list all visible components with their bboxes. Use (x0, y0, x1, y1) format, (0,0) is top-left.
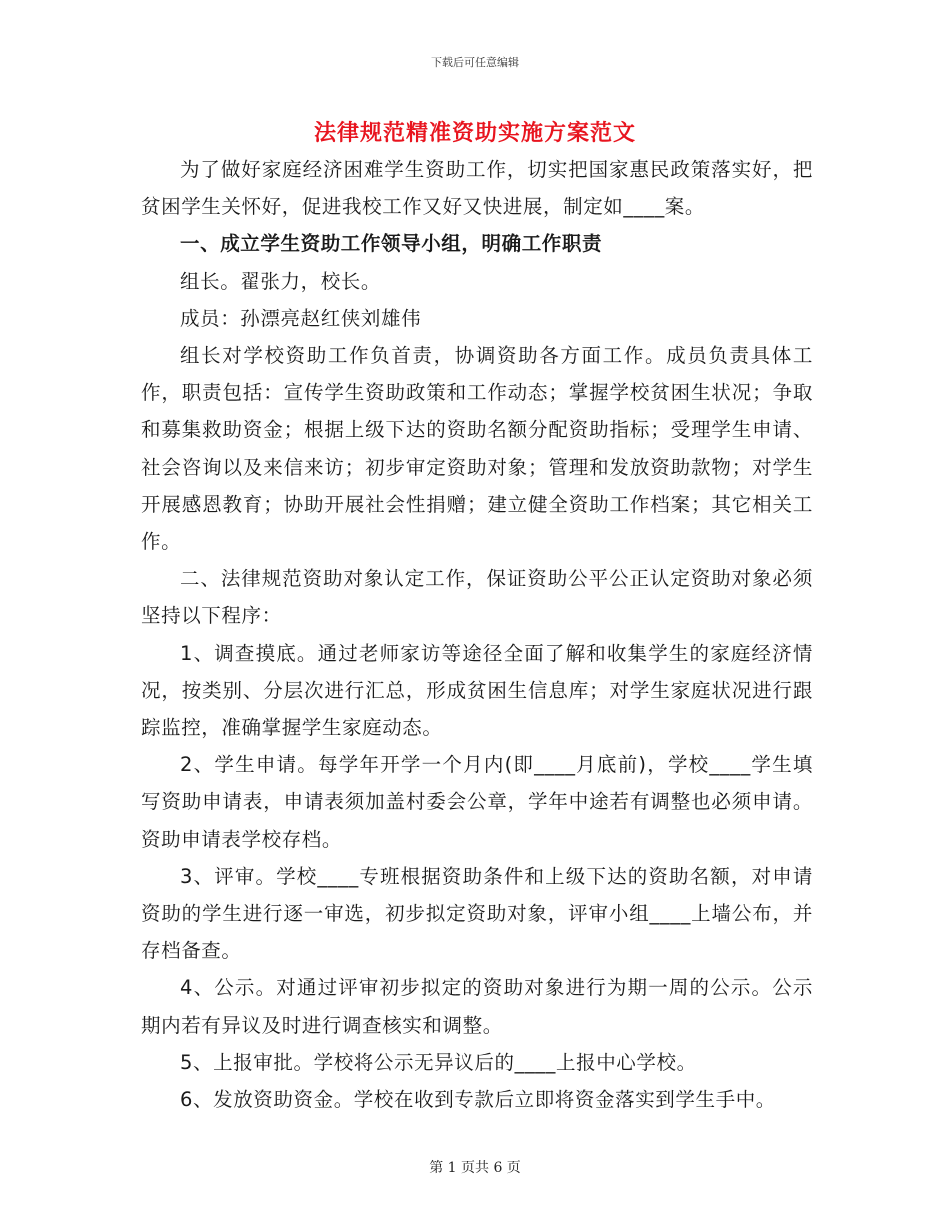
step-2-paragraph: 2、学生申请。每学年开学一个月内(即____月底前)，学校____学生填写资助申请表，申请表须加盖村委会公章，学年中途若有调整也必须申请。资助申请表学校存档。 (141, 753, 813, 851)
step-4-paragraph: 4、公示。对通过评审初步拟定的资助对象进行为期一周的公示。公示期内若有异议及时进行调查核实和调整。 (141, 976, 813, 1037)
document-body (141, 151, 813, 1118)
intro-paragraph: 为了做好家庭经济困难学生资助工作，切实把国家惠民政策落实好，把贫困学生关怀好，促进我校工作又好又快进展，制定如____案。 (141, 158, 813, 219)
members-line: 成员：孙漂亮赵红侠刘雄伟 (180, 306, 422, 330)
section-heading-1: 一、成立学生资助工作领导小组，明确工作职责 (180, 232, 603, 256)
duties-paragraph: 组长对学校资助工作负首责，协调资助各方面工作。成员负责具体工作，职责包括：宣传学生资助政策和工作动态；掌握学校贫困生状况；争取和募集救助资金；根据上级下达的资助名额分配资助指标；受理学生申请、社会咨询以及来信来访；初步审定资助对象；管理和发放资助款物；对学生开展感恩教育；协助开展社会性捐赠；建立健全资助工作档案；其它相关工作。 (141, 344, 813, 554)
step-1-paragraph: 1、调查摸底。通过老师家访等途径全面了解和收集学生的家庭经济情况，按类别、分层次进行汇总，形成贫困生信息库；对学生家庭状况进行跟踪监控，准确掌握学生家庭动态。 (141, 641, 813, 740)
group-leader-line: 组长。翟张力，校长。 (180, 269, 382, 293)
section-heading-2: 二、法律规范资助对象认定工作，保证资助公平公正认定资助对象必须坚持以下程序： (141, 567, 813, 628)
page-number: 第 1 页共 6 页 (429, 1160, 521, 1176)
document-title: 法律规范精准资助实施方案范文 (313, 120, 636, 146)
step-5-paragraph: 5、上报审批。学校将公示无异议后的____上报中心学校。 (180, 1050, 697, 1074)
step-3-paragraph: 3、评审。学校____专班根据资助条件和上级下达的资助名额，对申请资助的学生进行逐一审选，初步拟定资助对象，评审小组____上墙公布，并存档备查。 (141, 864, 813, 963)
header-note: 下载后可任意编辑 (431, 56, 519, 69)
step-6-paragraph: 6、发放资助资金。学校在收到专款后立即将资金落实到学生手中。 (180, 1088, 776, 1112)
